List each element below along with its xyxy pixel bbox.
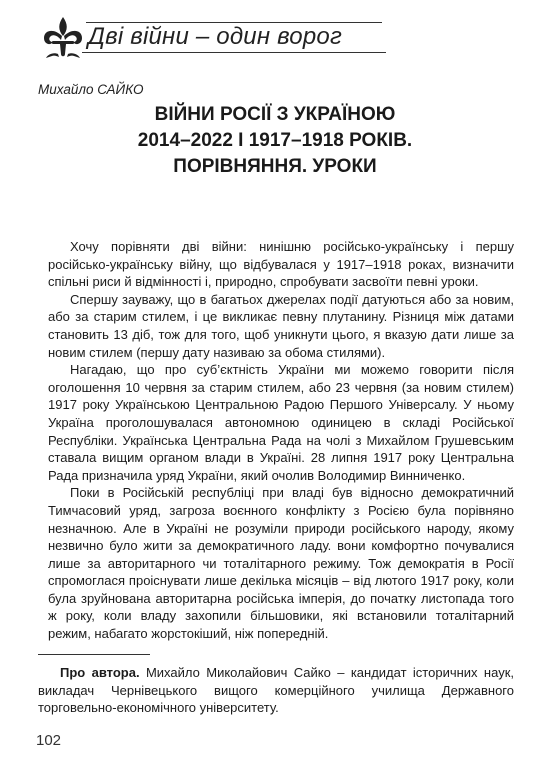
footnote-divider (38, 654, 150, 655)
fleur-de-lis-icon (38, 14, 88, 60)
article-title-line: ПОРІВНЯННЯ. УРОКИ (173, 156, 377, 177)
paragraph: Нагадаю, що про суб’єктність України ми можемо говорити після оголошення 10 червня за старим стилем, або 23 червня (за новим стилем) 1917 року Українською Центральною Радою Першого Універсалу. У ньому Україна проголошувалася автономною одиницею в складі Російської Республіки. Українська Центральна Рада на чолі з Михайлом Грушевським ставала вищим органом влади в Україні. 28 липня 1917 року Центральна Рада призначила уряд України, який очолив Володимир Винниченко. (48, 362, 514, 483)
paragraph: Поки в Російській республіці при владі був відносно демократичний Тимчасовий уряд, загроза воєнного конфлікту з Росією була порівняно незначною. Але в Україні не розуміли природи російського народу, якому незвично було жити за демократичного ладу. вони комфортно почувалися лише за авторитарного чи тоталітарного режиму. Тож демократія в Росії спромоглася проіснувати лише декілька місяців – від лютого 1917 року, коли була зруйнована авторитарна російська імперія, до початку листопада того ж року, коли владу захопили більшовики, які встановили тоталітарний режим, набагато жорстокіший, ніж попередній. (48, 485, 514, 642)
author-name: Михайло САЙКО (38, 82, 144, 97)
header-rule-bottom (82, 52, 386, 53)
article-title-line: ВІЙНИ РОСІЇ З УКРАЇНОЮ (154, 104, 396, 125)
about-author-label: Про автора. (60, 665, 140, 680)
about-author-paragraph (38, 664, 514, 717)
article-title (60, 102, 490, 180)
paragraph: Спершу зауважу, що в багатьох джерелах події датуються або за новим, або за старим стилем, і це викликає певну плутанину. Різниця між датами становить 13 діб, тож для того, щоб уникнути цього, я вказую дати лише за новим стилем (першу дату називаю за обома стилями). (48, 291, 514, 360)
about-author-text: Михайло Миколайович Сайко – кандидат історичних наук, викладач Чернівецького вищого комерційного училища Державного торговельно-економічного університету. (38, 665, 514, 716)
section-header (38, 14, 508, 60)
page-number: 102 (36, 732, 62, 749)
paragraph: Хочу порівняти дві війни: нинішню російсько-українську і першу російсько-українську війну, що відбувалася у 1917–1918 роках, визначити спільні риси й відмінності і, природно, спробувати засвоїти певні уроки. (48, 239, 514, 290)
article-title-line: 2014–2022 І 1917–1918 РОКІВ. (137, 130, 413, 151)
about-author (38, 664, 514, 717)
article-body (48, 238, 514, 643)
section-title: Дві війни – один ворог (88, 23, 342, 50)
